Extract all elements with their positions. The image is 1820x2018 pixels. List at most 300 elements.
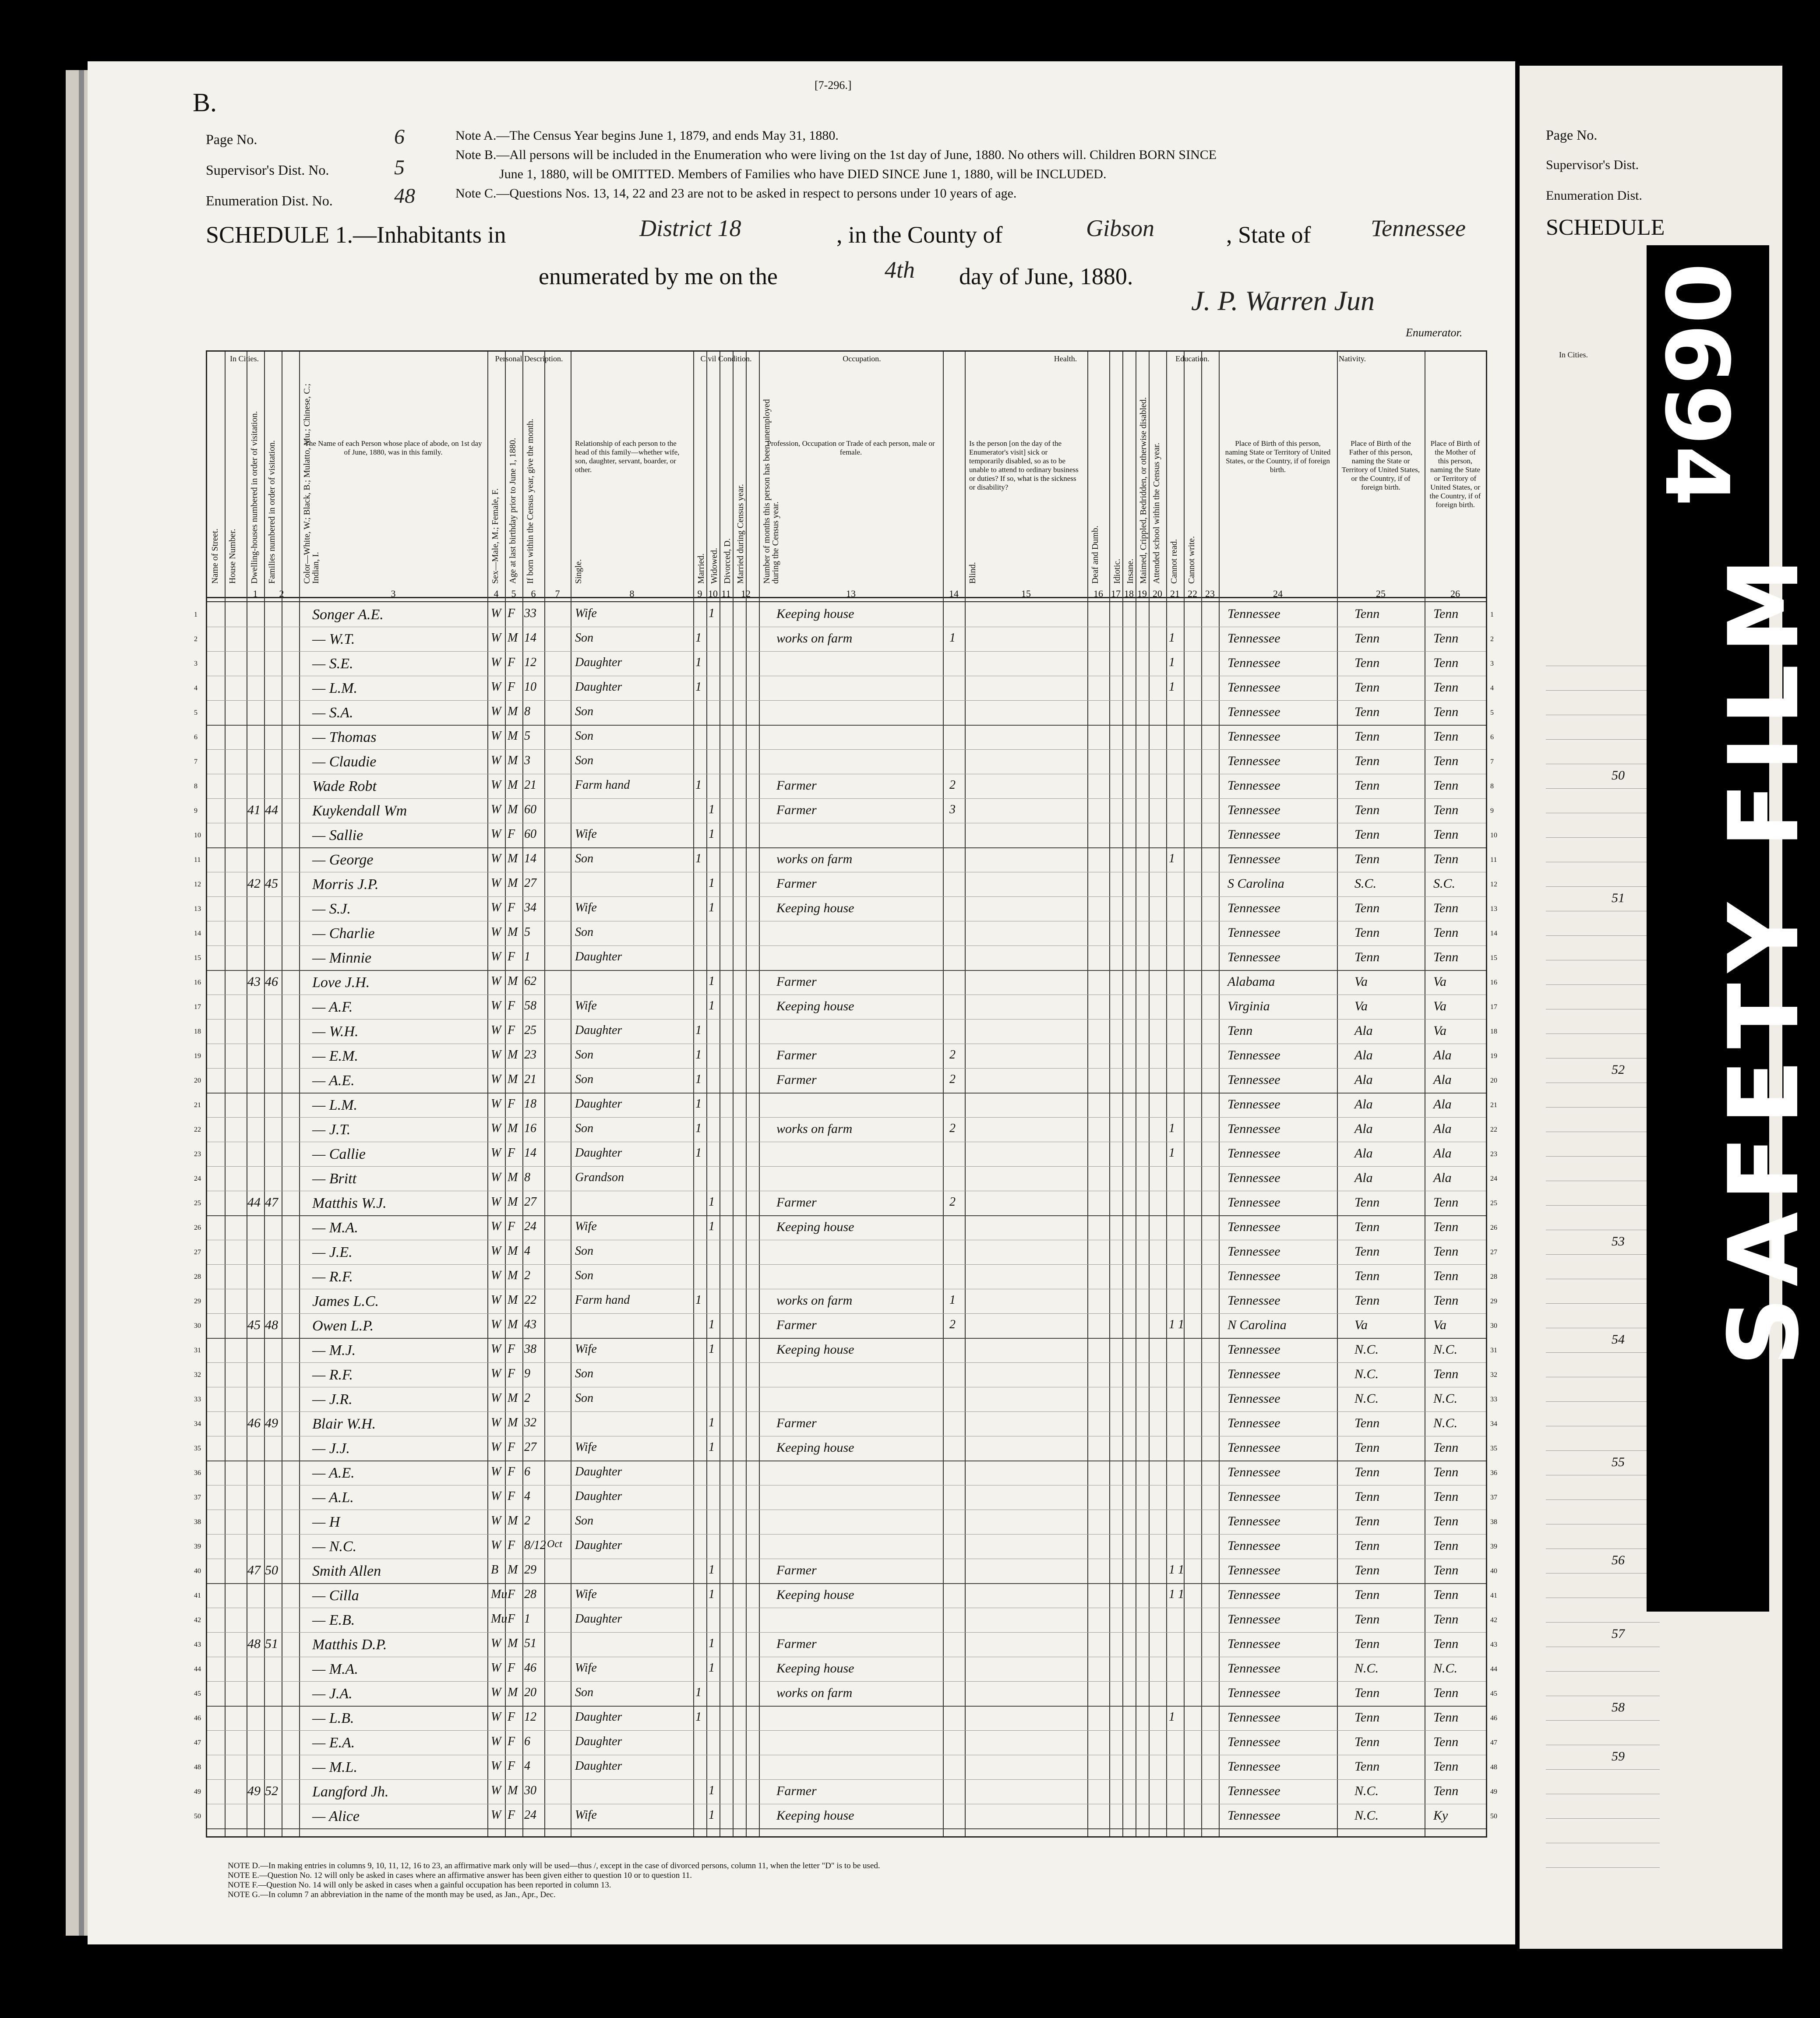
person-name: — R.F. <box>312 1367 353 1383</box>
adjacent-row-rule <box>1546 739 1660 740</box>
dwelling-number: 49 <box>247 1784 261 1798</box>
column-header: Single. <box>574 559 583 584</box>
relationship: Son <box>575 1048 593 1062</box>
relationship: Wife <box>575 1220 597 1233</box>
mother-birthplace: Tenn <box>1433 1220 1459 1234</box>
father-birthplace: Tenn <box>1354 1612 1380 1626</box>
table-row <box>194 1485 1497 1510</box>
person-name: — A.L. <box>312 1489 354 1506</box>
birthplace: Tennessee <box>1227 1171 1280 1185</box>
enumerator-label: Enumerator. <box>1406 326 1463 339</box>
adjacent-row-rule <box>1546 1205 1660 1206</box>
color-code: W <box>491 680 501 694</box>
father-birthplace: Tenn <box>1354 1514 1380 1528</box>
married-mark: 1 <box>709 999 715 1013</box>
family-number: 46 <box>265 974 278 989</box>
row-number: 44 <box>194 1665 201 1673</box>
father-birthplace: Tenn <box>1354 925 1380 940</box>
row-number-right: 9 <box>1490 807 1494 815</box>
row-number: 50 <box>194 1813 201 1820</box>
color-code: W <box>491 1023 501 1037</box>
adjacent-row-rule <box>1546 1867 1660 1868</box>
column-header: Place of Birth of this person, naming State or Territory of United States, or the Country, if of foreign birth. <box>1225 439 1331 474</box>
months-unemployed: 2 <box>949 1122 956 1135</box>
adjacent-row-rule <box>1546 1720 1660 1721</box>
adjacent-supervisor-label: Supervisor's Dist. <box>1546 158 1639 172</box>
mother-birthplace: Tenn <box>1433 680 1459 695</box>
father-birthplace: Tenn <box>1354 1269 1380 1283</box>
person-name: — Thomas <box>312 729 377 745</box>
note-c: Note C.—Questions Nos. 13, 14, 22 and 23 are not to be asked in respect to persons under 10 years of age. <box>455 186 1017 201</box>
relationship: Daughter <box>575 1710 622 1724</box>
months-unemployed: 2 <box>949 1195 956 1209</box>
person-name: — Sallie <box>312 827 363 843</box>
adjacent-row-rule <box>1546 1107 1660 1108</box>
column-header: Relationship of each person to the head of this family—whether wife, son, daughter, servant, boarder, or other. <box>575 439 680 474</box>
father-birthplace: Tenn <box>1354 901 1380 915</box>
adjacent-margin-number: 56 <box>1612 1553 1625 1567</box>
row-number-right: 39 <box>1490 1543 1497 1550</box>
column-header: Maimed, Crippled, Bedridden, or otherwise disabled. <box>1139 397 1148 584</box>
married-mark: 1 <box>709 1588 715 1601</box>
married-mark: 1 <box>709 1220 715 1233</box>
column-header: Widowed. <box>709 548 719 584</box>
row-number-right: 42 <box>1490 1616 1497 1624</box>
birthplace: Tennessee <box>1227 1538 1280 1553</box>
mother-birthplace: N.C. <box>1433 1391 1458 1406</box>
married-mark: 1 <box>709 1661 715 1675</box>
age-value: 9 <box>524 1367 530 1380</box>
row-number: 10 <box>194 832 201 839</box>
father-birthplace: Tenn <box>1354 827 1380 842</box>
row-number-right: 49 <box>1490 1788 1497 1796</box>
age-value: 24 <box>524 1808 536 1822</box>
sex-code: F <box>508 999 515 1013</box>
color-code: W <box>491 803 501 816</box>
relationship: Son <box>575 1122 593 1135</box>
table-row <box>194 1583 1497 1608</box>
relationship: Wife <box>575 607 597 620</box>
column-group-header: Civil Condition. <box>700 354 752 363</box>
color-code: W <box>491 607 501 620</box>
row-number: 17 <box>194 1003 201 1011</box>
safety-film-label: SAFETY FILM <box>1708 547 1820 1366</box>
birthplace: Tennessee <box>1227 1367 1280 1381</box>
row-number: 15 <box>194 954 201 962</box>
sex-code: M <box>508 778 518 792</box>
age-value: 4 <box>524 1244 530 1258</box>
occupation: works on farm <box>776 1293 853 1308</box>
sex-code: F <box>508 1588 515 1601</box>
person-name: — E.B. <box>312 1612 355 1628</box>
dwelling-number: 47 <box>247 1563 261 1577</box>
occupation: works on farm <box>776 1686 853 1700</box>
table-row <box>194 627 1494 651</box>
mother-birthplace: Tenn <box>1433 1293 1459 1308</box>
sex-code: M <box>508 729 518 743</box>
sex-code: M <box>508 1122 518 1135</box>
row-number: 13 <box>194 905 201 913</box>
person-name: — J.E. <box>312 1244 353 1260</box>
relationship: Daughter <box>575 680 622 694</box>
age-value: 62 <box>524 974 536 988</box>
birthplace: Tennessee <box>1227 1686 1280 1700</box>
row-number-right: 29 <box>1490 1298 1497 1305</box>
birthplace: Tennessee <box>1227 1563 1280 1577</box>
table-row <box>194 1117 1497 1142</box>
color-code: W <box>491 1220 501 1233</box>
column-number: 5 <box>511 588 516 599</box>
row-number-right: 7 <box>1490 758 1494 766</box>
table-row <box>194 1608 1497 1632</box>
table-row <box>194 1461 1497 1485</box>
person-name: — Charlie <box>312 925 375 942</box>
column-header: If born within the Census year, give the month. <box>526 419 535 584</box>
row-number: 22 <box>194 1126 201 1133</box>
census-ledger <box>194 350 1497 1838</box>
father-birthplace: N.C. <box>1354 1784 1379 1798</box>
row-number: 5 <box>194 709 198 716</box>
father-birthplace: Tenn <box>1354 1538 1380 1553</box>
table-row <box>194 651 1494 676</box>
row-number: 1 <box>194 611 198 618</box>
father-birthplace: Tenn <box>1354 950 1380 964</box>
father-birthplace: Ala <box>1354 1171 1373 1185</box>
dwelling-number: 45 <box>247 1318 261 1332</box>
adjacent-row-rule <box>1546 1401 1660 1402</box>
father-birthplace: Tenn <box>1354 1416 1380 1430</box>
father-birthplace: Tenn <box>1354 1220 1380 1234</box>
mother-birthplace: Tenn <box>1433 1269 1459 1283</box>
birthplace: Tennessee <box>1227 729 1280 744</box>
mother-birthplace: Tenn <box>1433 803 1459 817</box>
sex-code: M <box>508 1514 518 1528</box>
person-name: Wade Robt <box>312 778 377 794</box>
row-number-right: 8 <box>1490 783 1494 790</box>
dwelling-number: 43 <box>247 974 261 989</box>
relationship: Wife <box>575 1661 597 1675</box>
row-number-right: 44 <box>1490 1665 1497 1673</box>
table-row <box>194 774 1494 798</box>
father-birthplace: Tenn <box>1354 1588 1380 1602</box>
age-value: 5 <box>524 925 530 939</box>
birthplace: Tenn <box>1227 1023 1253 1038</box>
married-mark: 1 <box>709 1637 715 1650</box>
birthplace: Tennessee <box>1227 1342 1280 1357</box>
sex-code: M <box>508 974 518 988</box>
row-number: 28 <box>194 1273 201 1281</box>
relationship: Son <box>575 925 593 939</box>
column-header: Place of Birth of the Father of this person, naming the State or Territory of United States, or the Country, if of foreign birth. <box>1341 439 1420 491</box>
single-mark: 1 <box>695 1023 702 1037</box>
column-number: 16 <box>1093 588 1103 599</box>
adjacent-margin-number: 59 <box>1612 1749 1625 1764</box>
mother-birthplace: Tenn <box>1433 754 1459 768</box>
occupation: Farmer <box>776 1318 817 1332</box>
schedule-title: SCHEDULE 1.—Inhabitants in <box>206 222 506 248</box>
row-number-right: 11 <box>1490 856 1497 864</box>
color-code: W <box>491 1440 501 1454</box>
footnote: NOTE F.—Question No. 14 will only be asked in cases when a gainful occupation has been reported in column 13. <box>228 1880 611 1890</box>
adjacent-margin-number: 58 <box>1612 1700 1625 1715</box>
adjacent-margin-number: 53 <box>1612 1234 1625 1249</box>
table-row <box>194 1068 1497 1093</box>
row-number: 39 <box>194 1543 201 1550</box>
occupation: Keeping house <box>776 1808 854 1823</box>
school-mark: 1 <box>1169 631 1175 645</box>
mother-birthplace: Tenn <box>1433 1612 1459 1626</box>
person-name: — S.E. <box>312 656 353 672</box>
row-number-right: 27 <box>1490 1249 1497 1256</box>
person-name: Owen L.P. <box>312 1318 374 1334</box>
married-mark: 1 <box>709 1440 715 1454</box>
row-number: 43 <box>194 1641 201 1648</box>
row-number-right: 32 <box>1490 1371 1497 1379</box>
father-birthplace: Tenn <box>1354 607 1380 621</box>
age-value: 29 <box>524 1563 536 1577</box>
row-number-right: 20 <box>1490 1077 1497 1084</box>
age-value: 58 <box>524 999 536 1013</box>
sex-code: M <box>508 1269 518 1282</box>
person-name: — J.R. <box>312 1391 353 1408</box>
person-name: — L.B. <box>312 1710 354 1726</box>
mother-birthplace: Tenn <box>1433 1244 1459 1259</box>
married-mark: 1 <box>709 1318 715 1331</box>
school-mark: 1 <box>1169 852 1175 865</box>
column-group-header: Personal Description. <box>495 354 563 363</box>
row-number: 3 <box>194 660 198 667</box>
ledger-header <box>207 352 1486 598</box>
film-code: 0694 <box>1645 263 1747 507</box>
relationship: Son <box>575 729 593 743</box>
mother-birthplace: Ala <box>1433 1171 1452 1185</box>
age-value: 2 <box>524 1391 530 1405</box>
column-number: 11 <box>721 588 731 599</box>
row-number-right: 10 <box>1490 832 1497 839</box>
age-value: 25 <box>524 1023 536 1037</box>
school-mark: 1 1 <box>1169 1318 1184 1331</box>
row-number: 45 <box>194 1690 201 1697</box>
row-number-right: 50 <box>1490 1813 1497 1820</box>
adjacent-schedule-label: SCHEDULE <box>1546 215 1665 240</box>
color-code: W <box>491 876 501 890</box>
mother-birthplace: Tenn <box>1433 1710 1459 1725</box>
column-header: Attended school within the Census year. <box>1152 442 1161 584</box>
column-header: Sex—Male, M.; Female, F. <box>490 488 500 584</box>
birthplace: Tennessee <box>1227 901 1280 915</box>
column-number: 6 <box>531 588 536 599</box>
person-name: — W.H. <box>312 1023 359 1040</box>
birthplace: Tennessee <box>1227 1735 1280 1749</box>
father-birthplace: Tenn <box>1354 1465 1380 1479</box>
mother-birthplace: Ala <box>1433 1146 1452 1161</box>
birthplace: Tennessee <box>1227 1146 1280 1161</box>
color-code: W <box>491 1195 501 1209</box>
relationship: Son <box>575 1073 593 1086</box>
row-number: 41 <box>194 1592 201 1599</box>
occupation: Keeping house <box>776 901 854 915</box>
row-number-right: 46 <box>1490 1715 1497 1722</box>
father-birthplace: Tenn <box>1354 631 1380 646</box>
birthplace: Tennessee <box>1227 1808 1280 1823</box>
table-row <box>194 1411 1497 1436</box>
column-number: 18 <box>1124 588 1134 599</box>
mother-birthplace: Tenn <box>1433 705 1459 719</box>
family-number: 52 <box>265 1784 278 1798</box>
person-name: — L.M. <box>312 680 357 696</box>
table-row <box>194 896 1497 921</box>
occupation: works on farm <box>776 1122 853 1136</box>
father-birthplace: Tenn <box>1354 1759 1380 1774</box>
color-code: W <box>491 925 501 939</box>
row-number-right: 21 <box>1490 1101 1497 1109</box>
mother-birthplace: Tenn <box>1433 1563 1459 1577</box>
column-header: Is the person [on the day of the Enumerator's visit] sick or temporarily disabled, so as to be unable to attend to ordinary business or duties? If so, what is the sickness or disability? <box>969 439 1079 491</box>
age-value: 51 <box>524 1637 536 1650</box>
row-number: 7 <box>194 758 198 766</box>
mother-birthplace: N.C. <box>1433 1416 1458 1430</box>
father-birthplace: Tenn <box>1354 778 1380 793</box>
birthplace: Tennessee <box>1227 950 1280 964</box>
row-number: 34 <box>194 1420 201 1428</box>
person-name: — M.A. <box>312 1220 358 1236</box>
sex-code: M <box>508 852 518 865</box>
row-number: 46 <box>194 1715 201 1722</box>
column-header: Dwelling-houses numbered in order of visitation. <box>250 411 259 584</box>
color-code: W <box>491 950 501 963</box>
sex-code: M <box>508 1637 518 1650</box>
table-row <box>194 847 1497 872</box>
single-mark: 1 <box>695 1048 702 1062</box>
row-number-right: 33 <box>1490 1396 1497 1403</box>
mother-birthplace: Tenn <box>1433 950 1459 964</box>
occupation: Keeping house <box>776 999 854 1013</box>
row-number-right: 34 <box>1490 1420 1497 1428</box>
column-header: Age at last birthday prior to June 1, 1880. <box>508 437 518 584</box>
relationship: Daughter <box>575 1146 622 1160</box>
row-number: 40 <box>194 1567 201 1575</box>
mother-birthplace: Va <box>1433 1023 1446 1038</box>
father-birthplace: N.C. <box>1354 1391 1379 1406</box>
row-number-right: 41 <box>1490 1592 1497 1599</box>
birthplace: Tennessee <box>1227 631 1280 646</box>
family-number: 51 <box>265 1637 278 1651</box>
column-header: Idiotic. <box>1112 558 1122 584</box>
row-number: 6 <box>194 734 198 741</box>
table-row <box>194 1338 1497 1362</box>
relationship: Son <box>575 1686 593 1699</box>
father-birthplace: Ala <box>1354 1097 1373 1111</box>
sex-code: F <box>508 680 515 694</box>
column-number: 26 <box>1450 588 1460 599</box>
mother-birthplace: Tenn <box>1433 901 1459 915</box>
person-name: — E.M. <box>312 1048 358 1064</box>
birthplace: Tennessee <box>1227 1269 1280 1283</box>
father-birthplace: Tenn <box>1354 1563 1380 1577</box>
mother-birthplace: Ala <box>1433 1048 1452 1062</box>
row-number-right: 1 <box>1490 611 1494 618</box>
months-unemployed: 2 <box>949 1318 956 1331</box>
single-mark: 1 <box>695 1122 702 1135</box>
father-birthplace: Ala <box>1354 1073 1373 1087</box>
family-number: 48 <box>265 1318 278 1332</box>
person-name: — Cilla <box>312 1588 359 1604</box>
mother-birthplace: Va <box>1433 974 1446 989</box>
column-number: 25 <box>1376 588 1386 599</box>
footnote: NOTE E.—Question No. 12 will only be asked in cases where an affirmative answer has been given either to question 10 or to question 11. <box>228 1871 692 1880</box>
occupation: Farmer <box>776 1784 817 1798</box>
person-name: Smith Allen <box>312 1563 381 1579</box>
sex-code: F <box>508 1489 515 1503</box>
color-code: W <box>491 1269 501 1282</box>
sex-code: F <box>508 901 515 914</box>
row-number: 33 <box>194 1396 201 1403</box>
birthplace: Tennessee <box>1227 1416 1280 1430</box>
occupation: Keeping house <box>776 607 854 621</box>
age-value: 60 <box>524 803 536 816</box>
relationship: Son <box>575 1244 593 1258</box>
family-number: 45 <box>265 876 278 891</box>
person-name: — W.T. <box>312 631 355 647</box>
age-value: 1 <box>524 950 530 963</box>
person-name: Langford Jh. <box>312 1784 389 1800</box>
father-birthplace: Va <box>1354 974 1368 989</box>
person-name: Matthis W.J. <box>312 1195 387 1211</box>
school-mark: 1 <box>1169 1146 1175 1160</box>
color-code: W <box>491 827 501 841</box>
schedule-enumerated-label: enumerated by me on the <box>539 263 778 289</box>
single-mark: 1 <box>695 1073 702 1086</box>
sex-code: F <box>508 1465 515 1478</box>
row-number-right: 48 <box>1490 1764 1497 1771</box>
age-value: 22 <box>524 1293 536 1307</box>
row-number: 24 <box>194 1175 201 1182</box>
months-unemployed: 2 <box>949 1048 956 1062</box>
adjacent-row-rule <box>1546 1254 1660 1255</box>
table-row <box>194 823 1497 847</box>
father-birthplace: N.C. <box>1354 1661 1379 1676</box>
age-value: 10 <box>524 680 536 694</box>
column-header: Cannot read. <box>1169 539 1179 584</box>
mother-birthplace: Tenn <box>1433 1735 1459 1749</box>
color-code: W <box>491 754 501 767</box>
mother-birthplace: Tenn <box>1433 1759 1459 1774</box>
relationship: Daughter <box>575 1735 622 1748</box>
row-number: 4 <box>194 684 198 692</box>
mother-birthplace: Tenn <box>1433 1538 1459 1553</box>
person-name: — Callie <box>312 1146 366 1162</box>
row-number-right: 4 <box>1490 684 1494 692</box>
row-number-right: 30 <box>1490 1322 1497 1330</box>
person-name: — H <box>312 1514 340 1530</box>
schedule-state-label: , State of <box>1226 222 1311 248</box>
table-row <box>194 1387 1497 1411</box>
person-name: — A.E. <box>312 1073 355 1089</box>
mother-birthplace: Tenn <box>1433 1465 1459 1479</box>
mother-birthplace: Tenn <box>1433 729 1459 744</box>
birthplace: Tennessee <box>1227 852 1280 866</box>
row-number-right: 17 <box>1490 1003 1497 1011</box>
table-row <box>194 1044 1497 1068</box>
father-birthplace: N.C. <box>1354 1367 1379 1381</box>
color-code: W <box>491 1342 501 1356</box>
note-a: Note A.—The Census Year begins June 1, 1879, and ends May 31, 1880. <box>455 128 839 143</box>
age-value: 12 <box>524 1710 536 1724</box>
color-code: W <box>491 901 501 914</box>
row-number-right: 47 <box>1490 1739 1497 1746</box>
occupation: Farmer <box>776 803 817 817</box>
form-stamp: [7-296.] <box>815 79 852 92</box>
